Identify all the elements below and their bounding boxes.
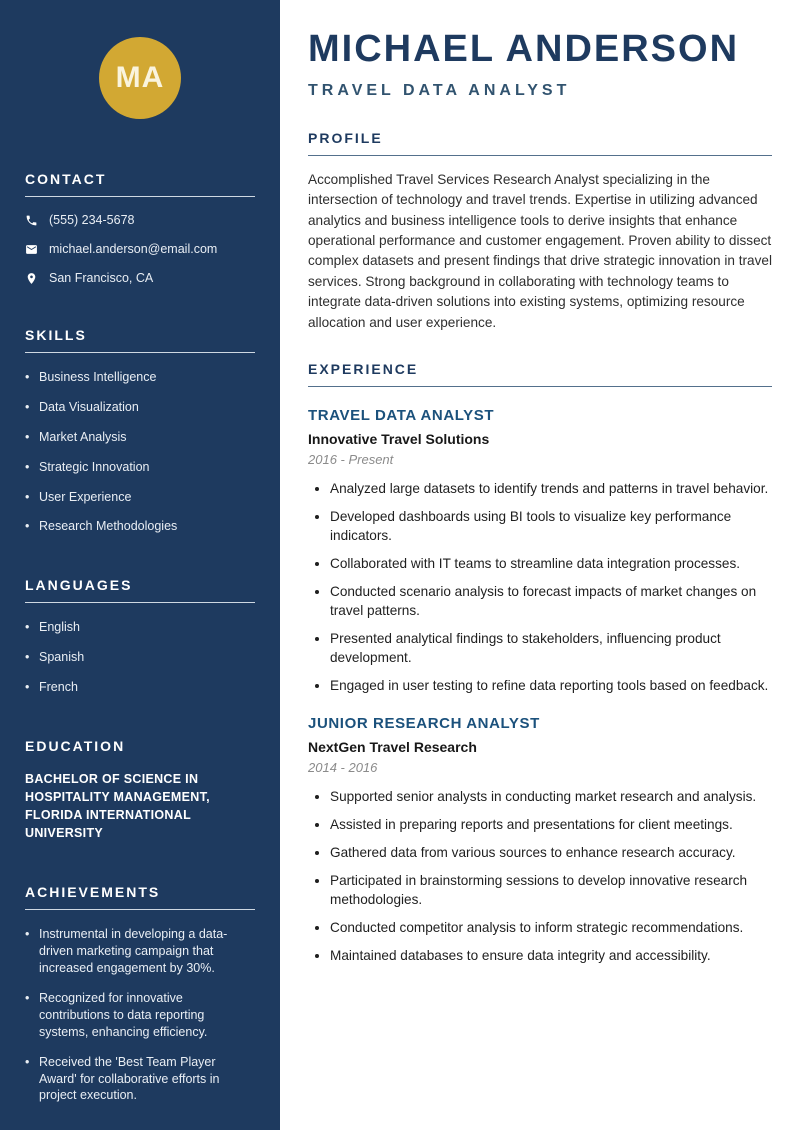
experience-section <box>308 361 772 966</box>
email-icon <box>25 243 38 256</box>
profile-heading: PROFILE <box>308 130 772 156</box>
job-bullet: • Participated in brainstorming sessions to develop innovative research methodologies. <box>330 871 772 909</box>
job-bullet: • Gathered data from various sources to enhance research accuracy. <box>330 843 772 862</box>
location-icon <box>25 272 38 285</box>
skills-list <box>25 369 255 535</box>
achievements-heading: ACHIEVEMENTS <box>25 884 255 910</box>
education-heading: EDUCATION <box>25 737 126 754</box>
job-bullet: • Developed dashboards using BI tools to visualize key performance indicators. <box>330 507 772 545</box>
avatar-wrap <box>25 37 255 119</box>
job-company: NextGen Travel Research <box>308 739 477 756</box>
contact-phone-row <box>25 213 255 227</box>
contact-location-row <box>25 271 255 285</box>
phone-icon <box>25 214 38 227</box>
sidebar <box>0 0 280 1130</box>
main-content <box>280 0 800 1130</box>
skill-item: • Data Visualization <box>25 399 255 416</box>
avatar-initials: MA <box>115 61 165 94</box>
avatar <box>99 37 181 119</box>
candidate-name: MICHAEL ANDERSON <box>308 28 740 70</box>
job-bullet: • Assisted in preparing reports and presentations for client meetings. <box>330 815 772 834</box>
job-bullet: • Maintained databases to ensure data integrity and accessibility. <box>330 946 772 965</box>
language-item: • Spanish <box>25 649 255 666</box>
job-bullet: • Engaged in user testing to refine data reporting tools based on feedback. <box>330 676 772 695</box>
contact-section <box>25 171 255 285</box>
job-dates: 2014 - 2016 <box>308 760 378 776</box>
job-role: TRAVEL DATA ANALYST <box>308 407 495 425</box>
job-bullets <box>308 787 772 965</box>
contact-location-text: San Francisco, CA <box>49 271 154 285</box>
language-item: • English <box>25 619 255 636</box>
languages-section <box>25 577 255 696</box>
job-entry <box>308 407 772 695</box>
skill-item: • Strategic Innovation <box>25 459 255 476</box>
profile-section <box>308 130 772 333</box>
job-company: Innovative Travel Solutions <box>308 431 490 448</box>
contact-phone-text: (555) 234-5678 <box>49 213 135 227</box>
job-bullet: • Presented analytical findings to stakeholders, influencing product development. <box>330 629 772 667</box>
achievement-item: • Received the 'Best Team Player Award' for collaborative efforts in project execution. <box>25 1054 255 1105</box>
job-bullet: • Conducted scenario analysis to forecast impacts of market changes on travel patterns. <box>330 582 772 620</box>
job-bullet: • Conducted competitor analysis to inform strategic recommendations. <box>330 918 772 937</box>
skill-item: • Research Methodologies <box>25 518 255 535</box>
skill-item: • Market Analysis <box>25 429 255 446</box>
contact-heading: CONTACT <box>25 171 255 197</box>
skill-item: • User Experience <box>25 489 255 506</box>
job-bullet: • Analyzed large datasets to identify trends and patterns in travel behavior. <box>330 479 772 498</box>
achievements-section <box>25 884 255 1104</box>
languages-heading: LANGUAGES <box>25 577 255 603</box>
experience-heading: EXPERIENCE <box>308 361 772 387</box>
contact-email-text: michael.anderson@email.com <box>49 242 218 256</box>
job-role: JUNIOR RESEARCH ANALYST <box>308 715 540 733</box>
skills-section <box>25 327 255 535</box>
languages-list <box>25 619 255 696</box>
profile-text: Accomplished Travel Services Research Analyst specializing in the intersection of technology and travel trends. Expertise in utilizing advanced analytics and business intelligence tools to derive insights that enhance operational performance and customer engagement. Proven ability to dissect complex datasets and present findings that drive strategic innovation in travel services. Strong background in collaborating with technology teams to integrate data-driven solutions into existing systems, optimizing resource allocation and user experience. <box>308 171 772 330</box>
education-degree: BACHELOR OF SCIENCE IN HOSPITALITY MANAGEMENT, FLORIDA INTERNATIONAL UNIVERSITY <box>25 771 210 841</box>
achievement-item: • Instrumental in developing a data-driven marketing campaign that increased engagement by 30%. <box>25 926 255 977</box>
job-entry <box>308 715 772 965</box>
skills-heading: SKILLS <box>25 327 255 353</box>
job-bullet: • Collaborated with IT teams to streamline data integration processes. <box>330 554 772 573</box>
job-bullets <box>308 479 772 695</box>
achievements-list <box>25 926 255 1104</box>
job-dates: 2016 - Present <box>308 452 394 468</box>
achievement-item: • Recognized for innovative contributions to data reporting systems, enhancing efficiency. <box>25 990 255 1041</box>
language-item: • French <box>25 679 255 696</box>
contact-email-row <box>25 242 255 256</box>
job-bullet: • Supported senior analysts in conducting market research and analysis. <box>330 787 772 806</box>
skill-item: • Business Intelligence <box>25 369 255 386</box>
candidate-title: TRAVEL DATA ANALYST <box>308 81 571 99</box>
education-section <box>25 738 255 843</box>
